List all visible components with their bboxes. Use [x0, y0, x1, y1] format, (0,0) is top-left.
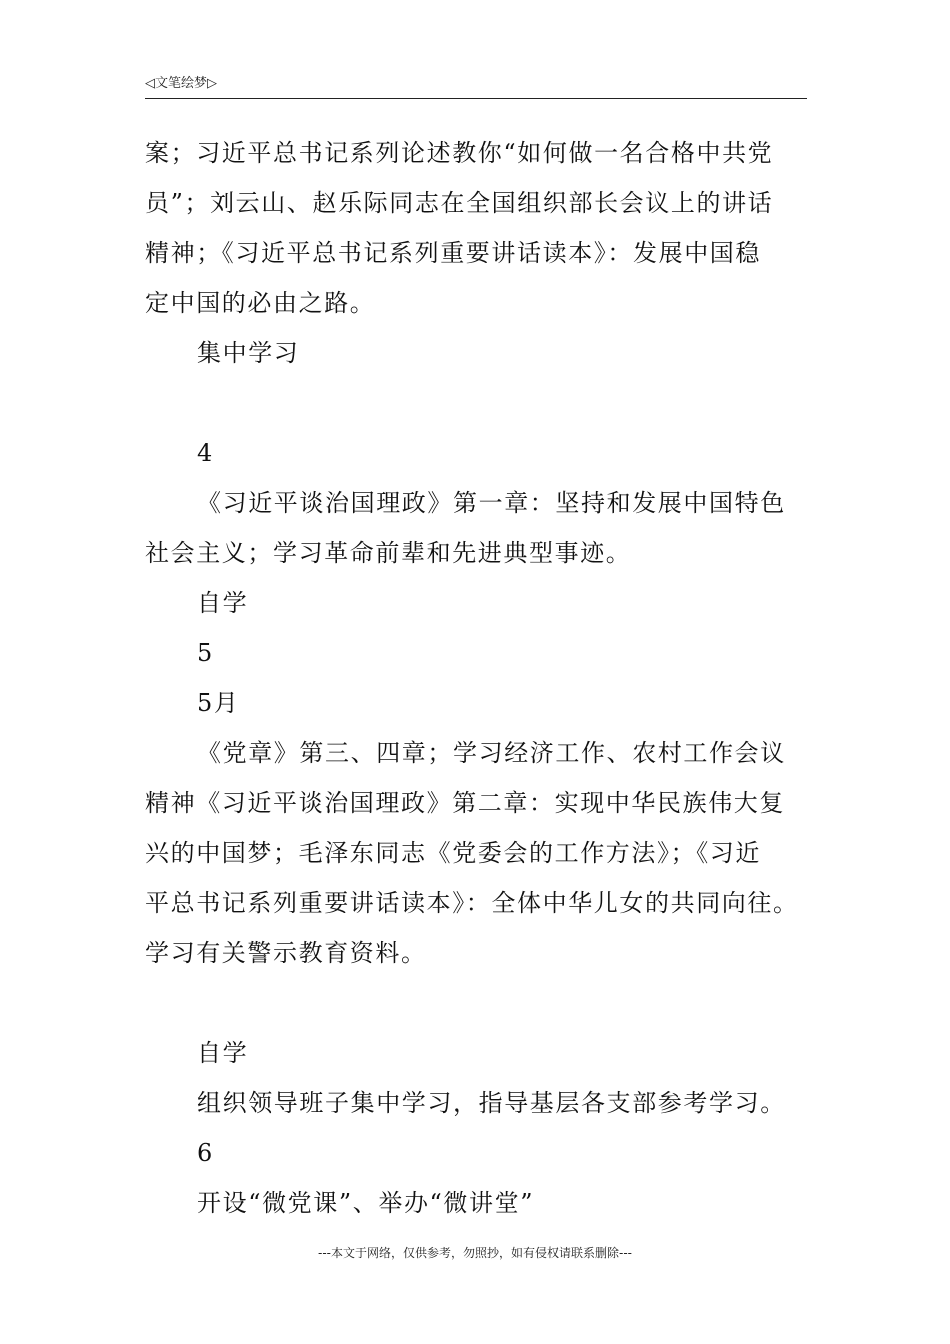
text-line: 《党章》第三、四章；学习经济工作、农村工作会议: [197, 739, 786, 767]
text-line: 组织领导班子集中学习，指导基层各支部参考学习。: [197, 1089, 786, 1117]
text-line: 员”；刘云山、赵乐际同志在全国组织部长会议上的讲话: [145, 189, 774, 217]
blank-line: [145, 378, 825, 428]
page-footer: ---本文于网络，仅供参考，勿照抄，如有侵权请联系删除---: [318, 1246, 632, 1260]
text-line: 集中学习: [197, 339, 300, 367]
text-line: 自学: [197, 1039, 249, 1067]
blank-line: [145, 978, 825, 1028]
text-line: 定中国的必由之路。: [145, 289, 376, 317]
left-triangle-icon: ◁: [145, 76, 155, 91]
text-line: 学习有关警示教育资料。: [145, 939, 427, 967]
text-line: 案；习近平总书记系列论述教你“如何做一名合格中共党: [145, 139, 774, 167]
header-title: 文笔绘梦: [155, 76, 208, 91]
page-header: [145, 74, 807, 99]
header-brand: [145, 74, 217, 94]
text-line: 精神《习近平谈治国理政》第二章：实现中华民族伟大复: [145, 789, 785, 817]
right-triangle-icon: ▷: [207, 76, 218, 91]
text-line: 自学: [197, 589, 249, 617]
text-line: 开设“微党课”、举办“微讲堂”: [197, 1189, 535, 1217]
text-line: 5月: [197, 689, 240, 717]
document-body: [145, 128, 825, 1228]
text-line: 社会主义；学习革命前辈和先进典型事迹。: [145, 539, 632, 567]
text-line: 平总书记系列重要讲话读本》：全体中华儿女的共同向往。: [145, 889, 799, 917]
text-line: 精神；《习近平总书记系列重要讲话读本》：发展中国稳: [145, 239, 761, 267]
text-line: 5: [197, 639, 214, 667]
text-line: 6: [197, 1139, 214, 1167]
text-line: 兴的中国梦；毛泽东同志《党委会的工作方法》；《习近: [145, 839, 761, 867]
text-line: 《习近平谈治国理政》第一章：坚持和发展中国特色: [197, 489, 786, 517]
text-line: 4: [197, 439, 214, 467]
